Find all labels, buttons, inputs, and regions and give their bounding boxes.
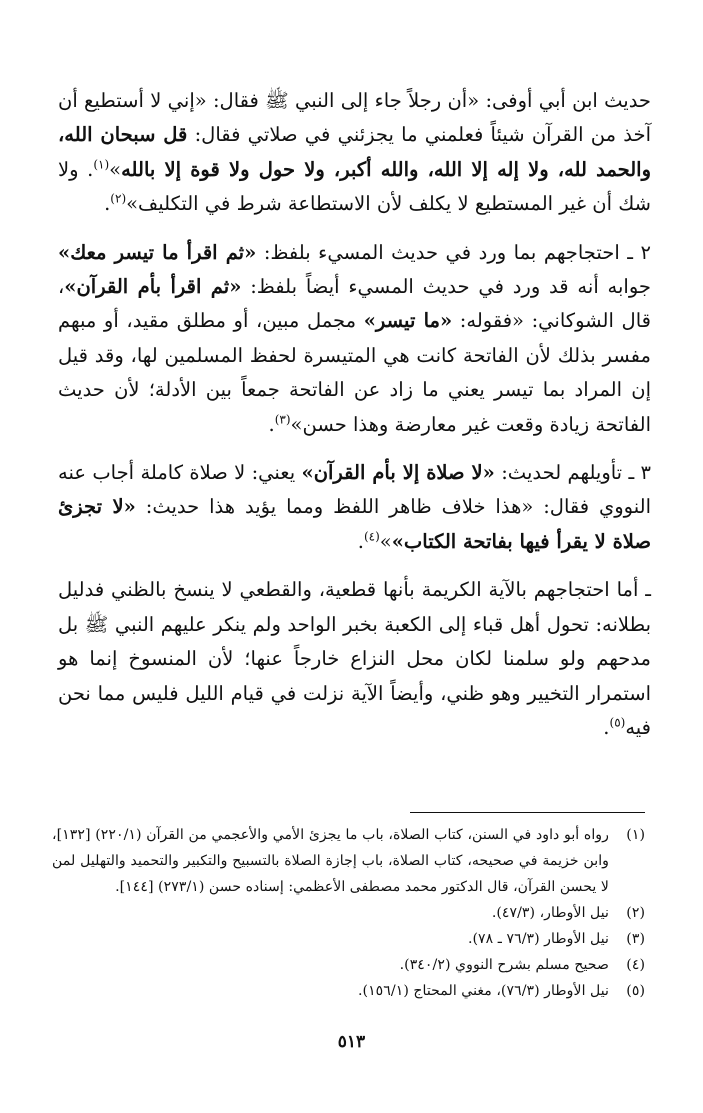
text-run: » <box>109 157 122 181</box>
text-run: ٢ ـ احتجاجهم بما ورد في حديث المسيء بلفظ: <box>256 240 651 264</box>
footnote-divider <box>410 812 645 813</box>
text-run: . <box>268 412 275 436</box>
text-run: مجمل مبين، أو مطلق مقيد، أو مبهم مفسر بذلك لأن الفاتحة كانت هي المتيسرة لحفظ المسلمين لها، وقد قيل إن المراد بما تيسر يعني ما زاد عن الفاتحة جمعاً بين الأدلة؛ لأن حديث الفاتحة زيادة وقعت غير معارضة وهذا حسن» <box>58 309 651 436</box>
footnote-ref: (٣) <box>274 412 291 427</box>
text-run: حديث ابن أبي أوفى: «أن رجلاً جاء إلى النبي ﷺ فقال: «إني لا أستطيع أن آخذ من القرآن شيئاً فعلمني ما يجزئني في صلاتي فقال: <box>58 89 651 147</box>
paragraph-1 <box>58 84 651 222</box>
footnote-number: (٣) <box>626 931 645 947</box>
footnote-5 <box>52 978 645 1004</box>
quoted-text: «ثم اقرأ ما تيسر معك» <box>58 240 257 264</box>
footnote-1 <box>52 822 645 900</box>
paragraph-3 <box>58 456 651 559</box>
page-number: ٥١٣ <box>337 1032 366 1052</box>
text-run: يعني: لا صلاة كاملة أجاب عنه النووي فقال: «هذا خلاف ظاهر اللفظ ومما يؤيد هذا حديث: <box>58 461 651 519</box>
footnote-text: نيل الأوطار (٧٦/٣ ـ ٧٨). <box>467 931 609 947</box>
quoted-text: «ما تيسر» <box>363 309 453 333</box>
footnote-text: رواه أبو داود في السنن، كتاب الصلاة، باب ما يجزئ الأمي والأعجمي من القرآن (٢٢٠/١) [١٣٢]، وابن خزيمة في صحيحه، كتاب الصلاة، باب إجازة الصلاة بالتسبيح والتكبير والتحميد والتهليل لمن لا يحسن القرآن، قال الدكتور محمد مصطفى الأعظمي: إسناده حسن (٢٧٣/١) [١٤٤]. <box>52 827 609 895</box>
footnote-text: صحيح مسلم بشرح النووي (٣٤٠/٢). <box>399 957 609 973</box>
text-run: . <box>357 529 364 553</box>
quoted-text: «لا تجزئ صلاة لا يقرأ فيها بفاتحة الكتاب» <box>58 495 651 553</box>
text-run: ـ أما احتجاجهم بالآية الكريمة بأنها قطعية، والقطعي لا ينسخ بالظني فدليل بطلانه: تحول أهل قباء إلى الكعبة بخبر الواحد ولم ينكر عليهم النبي ﷺ بل مدحهم ولو سلمنا لكان محل النزاع خارجاً عنها؛ لأن المنسوخ إنما هو استمرار التخيير وهو ظني، وأيضاً الآية نزلت في قيام الليل فليس مما نحن فيه <box>58 578 651 739</box>
text-run: » <box>379 529 392 553</box>
text-run: . ولا شك أن غير المستطيع لا يكلف لأن الاستطاعة شرط في التكليف» <box>58 157 651 216</box>
text-run: . <box>603 715 610 739</box>
footnote-ref: (١) <box>93 157 110 172</box>
footnote-number: (٢) <box>626 905 645 921</box>
text-run: ، قال الشوكاني: «فقوله: <box>58 275 651 333</box>
footnote-text: نيل الأوطار، (٤٧/٣). <box>491 905 609 921</box>
quoted-text: «ثم اقرأ بأم القرآن» <box>64 275 242 299</box>
footnote-number: (٤) <box>626 957 645 973</box>
paragraph-4 <box>58 573 651 745</box>
text-run: جوابه أنه قد ورد في حديث المسيء أيضاً بلفظ: <box>241 275 651 299</box>
quoted-text: «لا صلاة إلا بأم القرآن» <box>301 461 495 485</box>
footnote-4 <box>52 952 645 978</box>
footnote-ref: (٢) <box>110 191 127 206</box>
footnote-number: (٥) <box>626 983 645 999</box>
text-run: . <box>104 192 111 216</box>
paragraph-2 <box>58 236 651 442</box>
footnote-ref: (٤) <box>363 529 380 544</box>
footnote-2 <box>52 900 645 926</box>
footnote-ref: (٥) <box>609 715 626 730</box>
body-text <box>58 84 651 745</box>
footnote-text: نيل الأوطار (٧٦/٣)، مغني المحتاج (١٥٦/١). <box>358 983 609 999</box>
footnote-number: (١) <box>626 827 645 843</box>
text-run: ٣ ـ تأويلهم لحديث: <box>494 461 652 485</box>
footnotes-list <box>52 822 645 1004</box>
quoted-text: قل سبحان الله، والحمد لله، ولا إله إلا الله، والله أكبر، ولا حول ولا قوة إلا بالله <box>58 123 651 181</box>
footnote-3 <box>52 926 645 952</box>
